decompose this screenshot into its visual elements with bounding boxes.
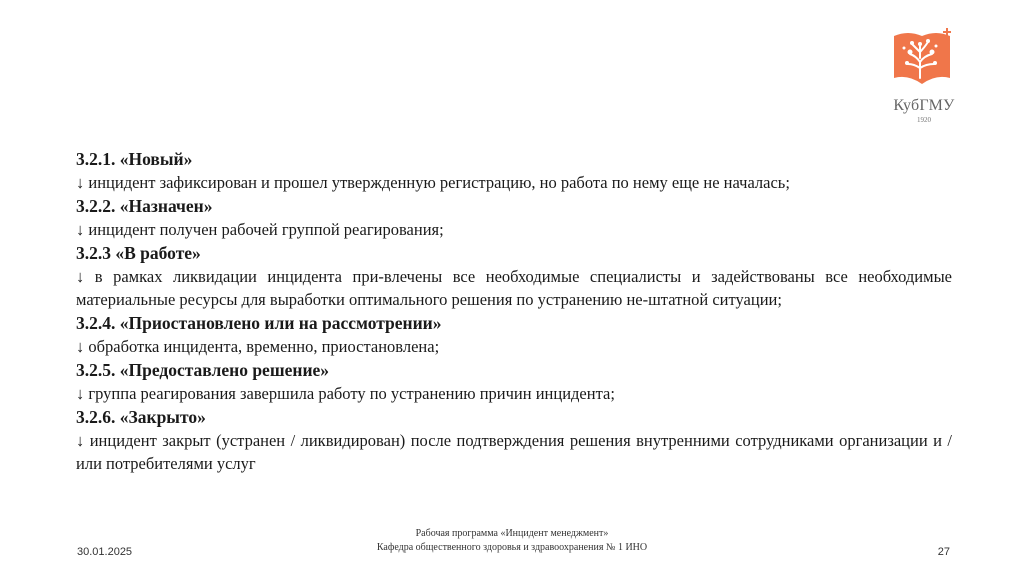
section-text: ↓ инцидент получен рабочей группой реагирования;: [76, 220, 444, 239]
content-body: [76, 147, 952, 475]
footer-caption: [312, 527, 712, 555]
section-title: 3.2.2. «Назначен»: [76, 196, 213, 216]
section-text: ↓ инцидент закрыт (устранен / ликвидирован) после подтверждения решения внутренними сотрудниками организации и / или потребителями услуг: [76, 431, 952, 473]
university-logo: [884, 28, 964, 126]
footer-department: Кафедра общественного здоровья и здравоохранения № 1 ИНО: [376, 542, 648, 553]
section-title: 3.2.3 «В работе»: [76, 243, 201, 263]
logo-year: 1920: [917, 116, 931, 124]
section-closed: [76, 405, 952, 475]
page-number: 27: [937, 546, 950, 558]
section-title: 3.2.4. «Приостановлено или на рассмотрении»: [76, 313, 442, 333]
section-title: 3.2.1. «Новый»: [76, 149, 193, 169]
section-text: ↓ инцидент зафиксирован и прошел утвержденную регистрацию, но работа по нему еще не началась;: [76, 173, 790, 192]
footer-program: Рабочая программа «Инцидент менеджмент»: [415, 528, 609, 539]
section-text: ↓ в рамках ликвидации инцидента при-влечены все необходимые специалисты и задействованы все необходимые материальные ресурсы для выработки оптимального решения по устранению не-штатной ситуации;: [76, 267, 952, 309]
section-new: [76, 147, 952, 194]
tree-book-logo-icon: [890, 28, 954, 94]
section-in-progress: [76, 241, 952, 311]
section-text: ↓ группа реагирования завершила работу по устранению причин инцидента;: [76, 384, 615, 403]
logo-name: КубГМУ: [893, 97, 955, 114]
section-solution-provided: [76, 358, 952, 405]
section-title: 3.2.6. «Закрыто»: [76, 407, 206, 427]
footer-date: 30.01.2025: [77, 546, 133, 558]
section-suspended: [76, 311, 952, 358]
section-assigned: [76, 194, 952, 241]
section-text: ↓ обработка инцидента, временно, приостановлена;: [76, 337, 440, 356]
section-title: 3.2.5. «Предоставлено решение»: [76, 360, 330, 380]
